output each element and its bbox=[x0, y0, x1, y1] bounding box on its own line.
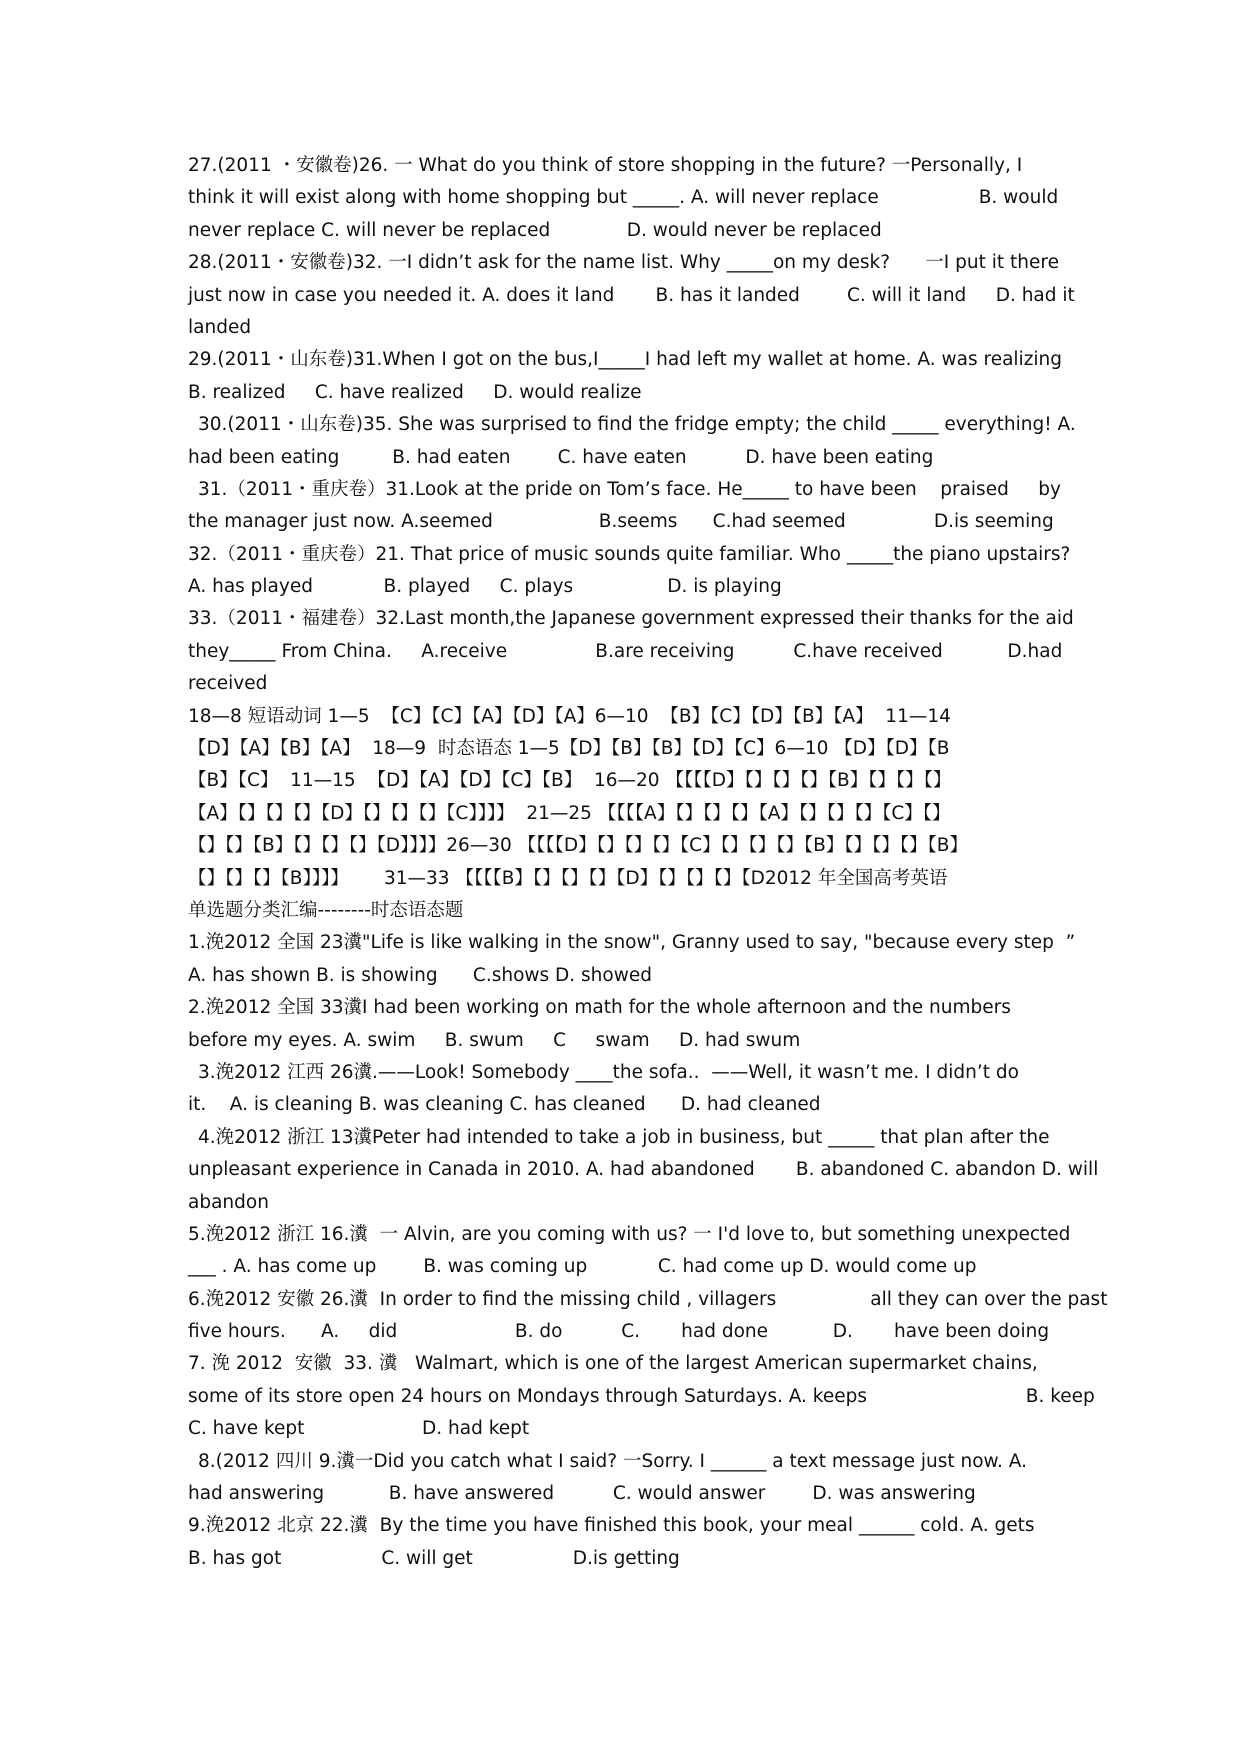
text-line: unpleasant experience in Canada in 2010. A. had abandoned B. abandoned C. abandon D. will bbox=[188, 1159, 1099, 1181]
text-line: 2.浼2012 全国 33瀵I had been working on math for the whole afternoon and the numbers bbox=[188, 997, 1011, 1019]
text-line: they_____ From China. A.receive B.are receiving C.have received D.had bbox=[188, 640, 1063, 662]
document-body bbox=[188, 150, 1108, 1575]
answer-key-line: 【A】【】【】【】【D】【】【】【】【C】】】】 21—25 【【【【A】【】【】【】【A】【】【】【】【C】【】 bbox=[188, 802, 951, 824]
answer-key-line: 【B】【C】 11—15 【D】【A】【D】【C】【B】 16—20 【【【【D】【】【】【】【B】【】【】【】 bbox=[188, 770, 952, 792]
text-line: landed bbox=[188, 316, 252, 338]
text-line: before my eyes. A. swim B. swum C swam D. had swum bbox=[188, 1029, 801, 1051]
text-line: abandon bbox=[188, 1191, 269, 1213]
text-line: A. has shown B. is showing C.shows D. showed bbox=[188, 964, 652, 986]
text-line: received bbox=[188, 673, 268, 695]
text-line: it. A. is cleaning B. was cleaning C. has cleaned D. had cleaned bbox=[188, 1094, 821, 1116]
text-line: some of its store open 24 hours on Mondays through Saturdays. A. keeps B. keep bbox=[188, 1385, 1095, 1407]
text-line: B. realized C. have realized D. would realize bbox=[188, 381, 642, 403]
answer-key-line: 【】【】【B】【】【】【】【D】】】】26—30 【【【【D】【】【】【】【C】【】【】【】【B】【】【】【】【B】 bbox=[188, 835, 968, 857]
text-line: never replace C. will never be replaced D. would never be replaced bbox=[188, 219, 882, 241]
text-line: 1.浼2012 全国 23瀵"Life is like walking in the snow", Granny used to say, "because every step ” bbox=[188, 932, 1076, 954]
text-line: A. has played B. played C. plays D. is playing bbox=[188, 576, 782, 598]
answer-key-line: 【】【】【】【B】】】】 31—33 【【【【B】【】【】【】【D】【】【】【】【D2012 年全国高考英语 bbox=[188, 867, 948, 889]
text-line: 6.浼2012 安徽 26.瀵 In order to find the missing child , villagers all they can over the past bbox=[188, 1288, 1108, 1310]
text-line: B. has got C. will get D.is getting bbox=[188, 1547, 680, 1569]
text-line: 3.浼2012 江西 26瀵.——Look! Somebody ____the sofa.. ——Well, it wasn’t me. I didn’t do bbox=[198, 1061, 1019, 1083]
answer-key-line: 18—8 短语动词 1—5 【C】【C】【A】【D】【A】6—10 【B】【C】【D】【B】【A】 11—14 bbox=[188, 705, 951, 727]
text-line: just now in case you needed it. A. does it land B. has it landed C. will it land D. had it bbox=[188, 284, 1075, 306]
text-line: 8.(2012 四川 9.瀵一Did you catch what I said? 一Sorry. I ______ a text message just now. A. bbox=[198, 1450, 1027, 1472]
text-line: the manager just now. A.seemed B.seems C.had seemed D.is seeming bbox=[188, 511, 1054, 533]
text-line: 33.（2011・福建卷）32.Last month,the Japanese government expressed their thanks for the aid bbox=[188, 608, 1074, 630]
text-line: C. have kept D. had kept bbox=[188, 1418, 530, 1440]
text-line: had answering B. have answered C. would answer D. was answering bbox=[188, 1483, 976, 1505]
text-line: 7. 浼 2012 安徽 33. 瀵 Walmart, which is one of the largest American supermarket chains, bbox=[188, 1353, 1038, 1375]
text-line: 30.(2011・山东卷)35. She was surprised to find the fridge empty; the child _____ everything! A. bbox=[198, 414, 1076, 436]
text-line: ___ . A. has come up B. was coming up C. had come up D. would come up bbox=[188, 1256, 977, 1278]
text-line: 32.（2011・重庆卷）21. That price of music sounds quite familiar. Who _____the piano upstairs? bbox=[188, 543, 1071, 565]
text-line: had been eating B. had eaten C. have eaten D. have been eating bbox=[188, 446, 934, 468]
text-line: 28.(2011・安徽卷)32. 一I didn’t ask for the name list. Why _____on my desk? 一I put it there bbox=[188, 252, 1059, 274]
text-line: five hours. A. did B. do C. had done D. have been doing bbox=[188, 1321, 1050, 1343]
text-line: 27.(2011 ・安徽卷)26. 一 What do you think of store shopping in the future? 一Personally, I bbox=[188, 155, 1023, 176]
text-line: 4.浼2012 浙江 13瀵Peter had intended to take a job in business, but _____ that plan after the bbox=[198, 1126, 1050, 1148]
text-line: 5.浼2012 浙江 16.瀵 一 Alvin, are you coming with us? 一 I'd love to, but something unexpected bbox=[188, 1223, 1071, 1245]
text-line: 29.(2011・山东卷)31.When I got on the bus,I_____I had left my wallet at home. A. was realizing bbox=[188, 349, 1063, 371]
section-heading: 单选题分类汇编--------时态语态题 bbox=[188, 899, 464, 921]
text-line: 31.（2011・重庆卷）31.Look at the pride on Tom’s face. He_____ to have been praised by bbox=[198, 478, 1061, 500]
answer-key-line: 【D】【A】【B】【A】 18—9 时态语态 1—5【D】【B】【B】【D】【C】6—10 【D】【D】【B bbox=[188, 738, 950, 760]
text-line: 9.浼2012 北京 22.瀵 By the time you have finished this book, your meal ______ cold. A. gets bbox=[188, 1515, 1035, 1537]
text-line: think it will exist along with home shopping but _____. A. will never replace B. would bbox=[188, 187, 1059, 209]
